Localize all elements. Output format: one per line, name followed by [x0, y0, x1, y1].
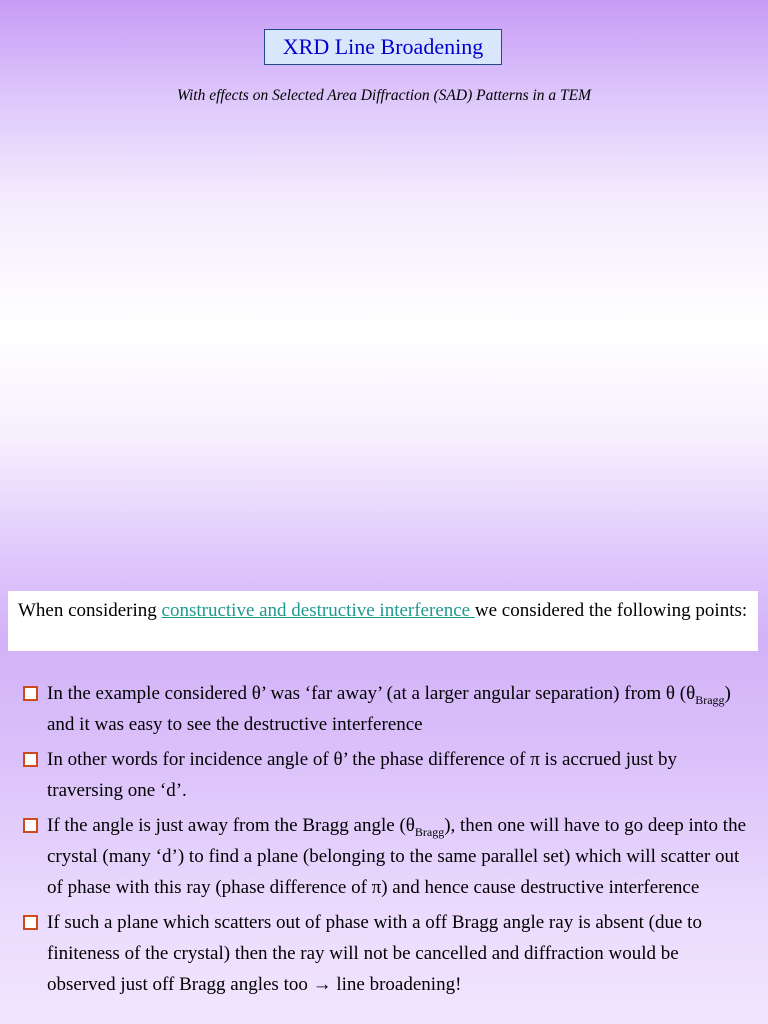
bullet-item-2	[23, 744, 751, 806]
interference-link[interactable]: constructive and destructive interference	[161, 600, 475, 621]
bullet-text: In the example considered θ’ was ‘far away’ (at a larger angular separation) from θ (θ	[47, 683, 696, 704]
square-bullet-icon	[23, 915, 38, 930]
square-bullet-icon	[23, 752, 38, 767]
bullet-list	[23, 678, 751, 1004]
bullet-item-1	[23, 678, 751, 740]
bullet-text-cont: ), then one will have to go deep into the crystal (many ‘d’) to find a plane (belonging to the same parallel set) which will scatter out of phase with this ray (phase difference of π) and hence cause destructive interference	[47, 815, 747, 898]
square-bullet-icon	[23, 818, 38, 833]
bullet-item-4	[23, 907, 751, 1000]
square-bullet-icon	[23, 686, 38, 701]
intro-prefix: When considering	[18, 600, 162, 621]
subscript-bragg: Bragg	[695, 692, 725, 707]
bullet-text-cont: ) and it was easy to see the destructive interference	[47, 683, 731, 735]
bullet-item-3	[23, 810, 751, 903]
bullet-text: If the angle is just away from the Bragg angle (θ	[47, 815, 415, 836]
intro-box	[8, 591, 758, 651]
subtitle: With effects on Selected Area Diffraction (SAD) Patterns in a TEM	[176, 87, 592, 104]
subscript-bragg: Bragg	[414, 824, 445, 839]
bullet-text: If such a plane which scatters out of phase with a off Bragg angle ray is absent (due to finiteness of the crystal) then the ray will not be cancelled and diffraction would be observed just off Bragg angles too → line broadening!	[47, 912, 702, 995]
bullet-text: In other words for incidence angle of θ’ the phase difference of π is accrued just by traversing one ‘d’.	[47, 749, 677, 801]
intro-suffix: we considered the following points:	[474, 600, 748, 621]
page-title: XRD Line Broadening	[264, 29, 502, 65]
